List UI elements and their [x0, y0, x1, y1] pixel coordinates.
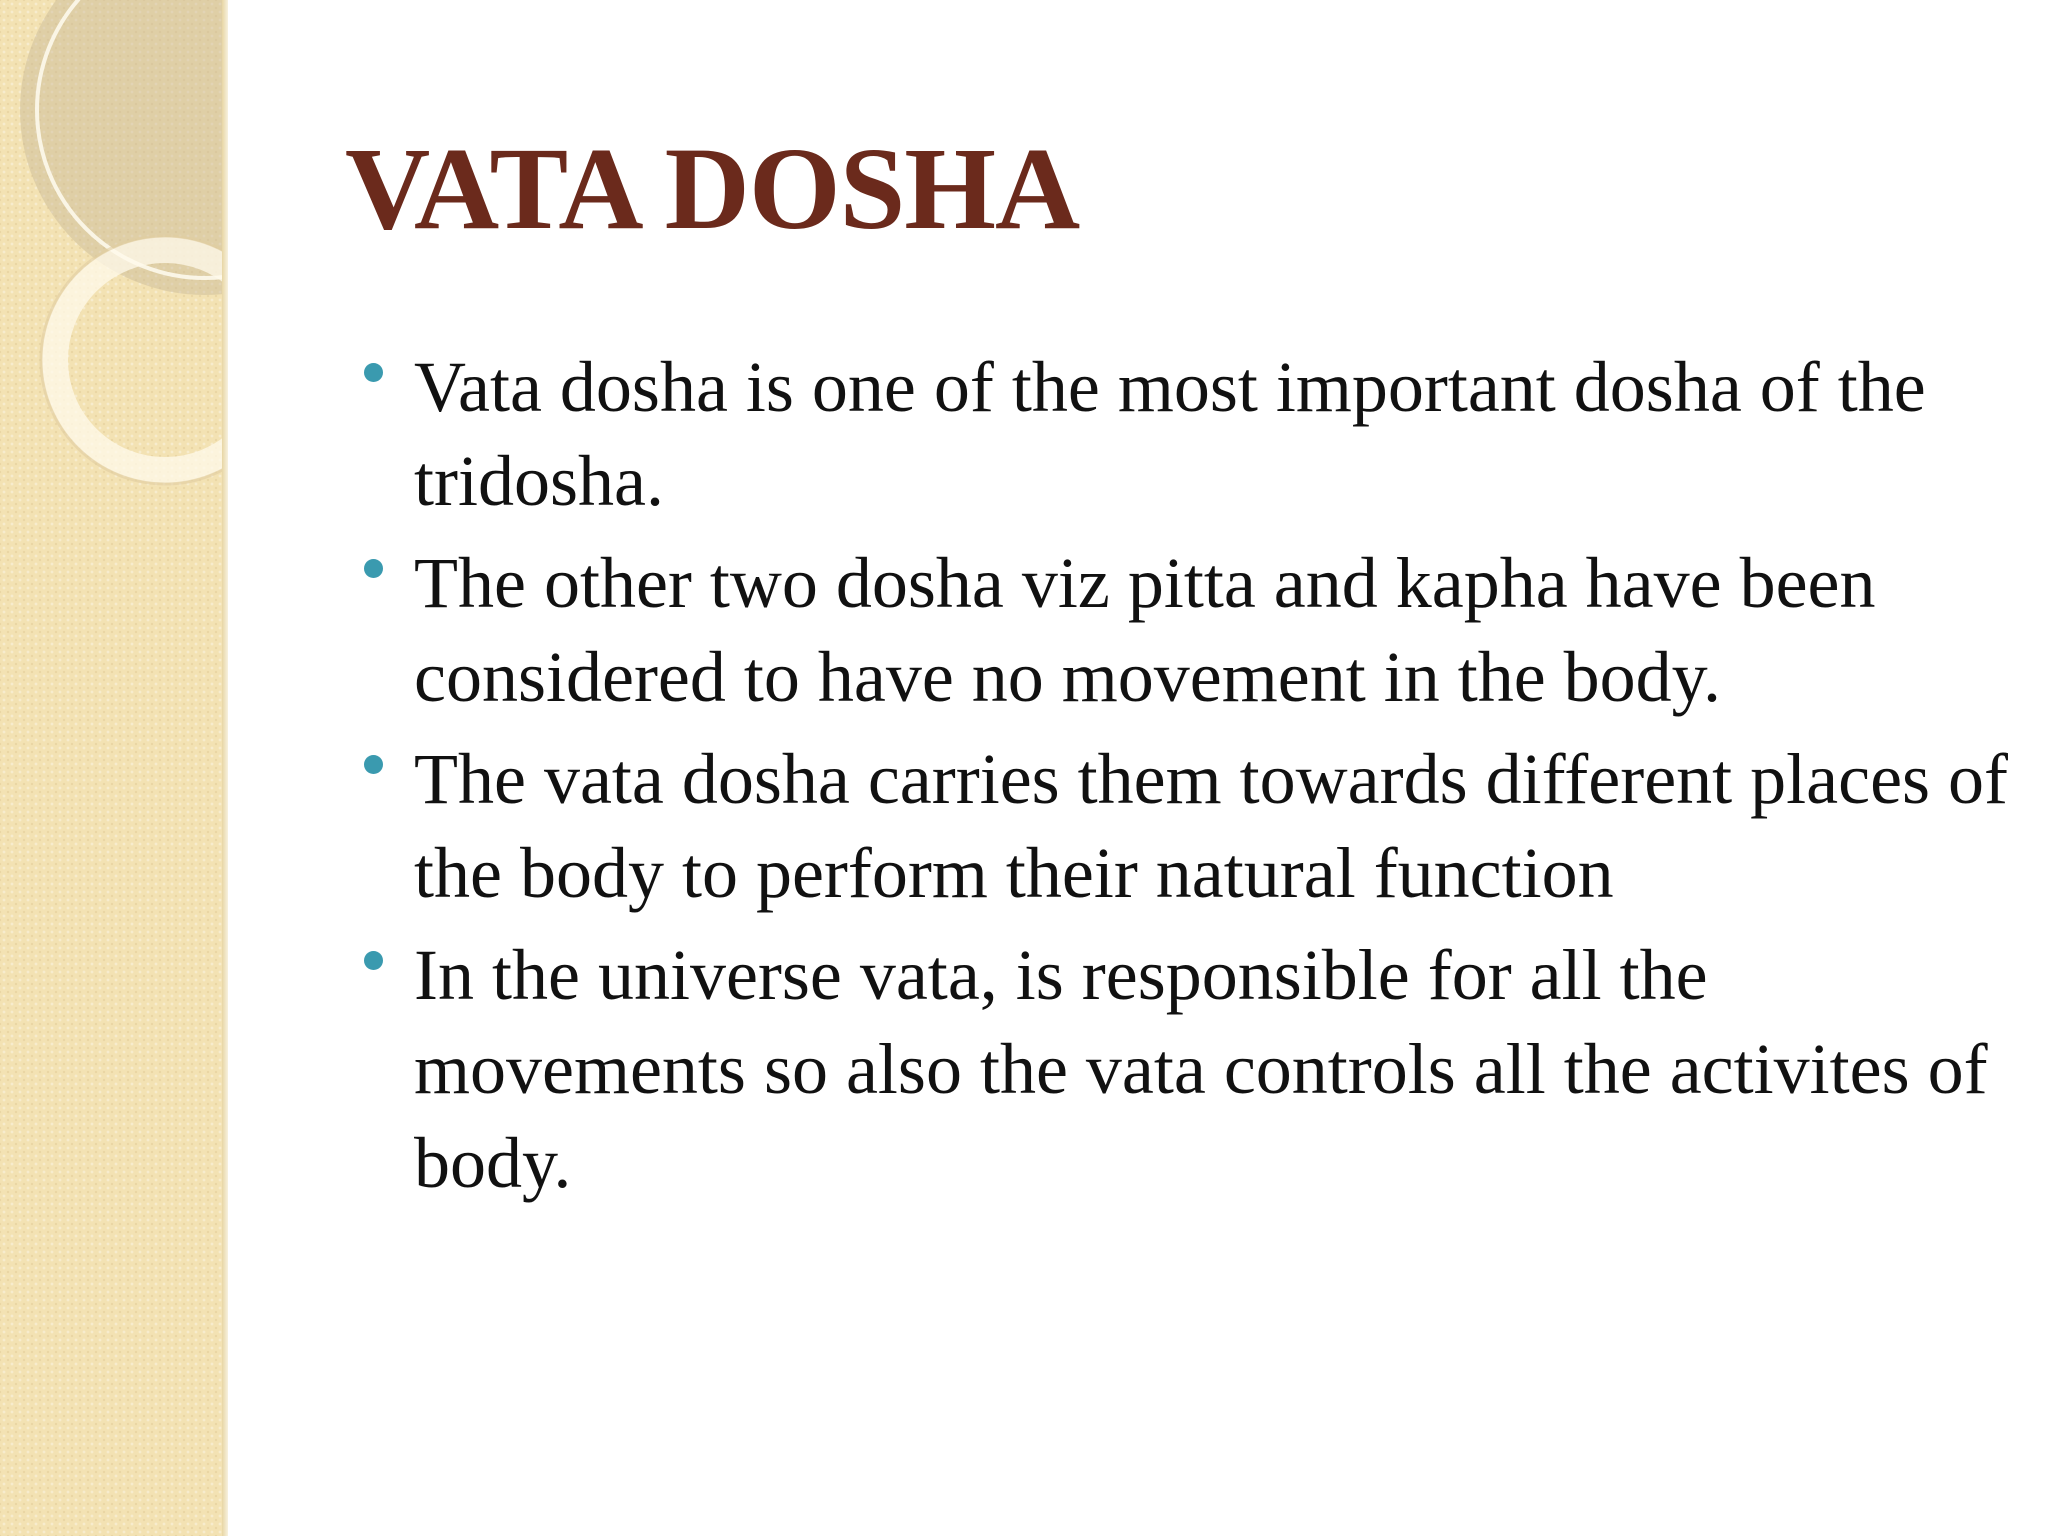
bullet-marker-icon — [364, 951, 383, 970]
bullet-item — [354, 340, 2014, 528]
bullet-item — [354, 928, 2014, 1210]
bullet-marker-icon — [364, 559, 383, 578]
bullet-list — [354, 340, 2014, 1218]
bullet-text: In the universe vata, is responsible for all the movements so also the vata controls all the activites of body. — [414, 935, 1988, 1203]
bullet-marker-icon — [364, 755, 383, 774]
bullet-item — [354, 536, 2014, 724]
bullet-text: Vata dosha is one of the most important dosha of the tridosha. — [414, 347, 1926, 521]
decorative-rings — [0, 0, 226, 520]
side-panel-edge — [222, 0, 228, 1536]
slide-title: VATA DOSHA — [345, 123, 1080, 254]
bullet-text: The other two dosha viz pitta and kapha have been considered to have no movement in the body. — [414, 543, 1876, 717]
bullet-item — [354, 732, 2014, 920]
bullet-text: The vata dosha carries them towards different places of the body to perform their natural function — [414, 739, 2009, 913]
decorative-side-panel — [0, 0, 226, 1536]
bullet-marker-icon — [364, 363, 383, 382]
